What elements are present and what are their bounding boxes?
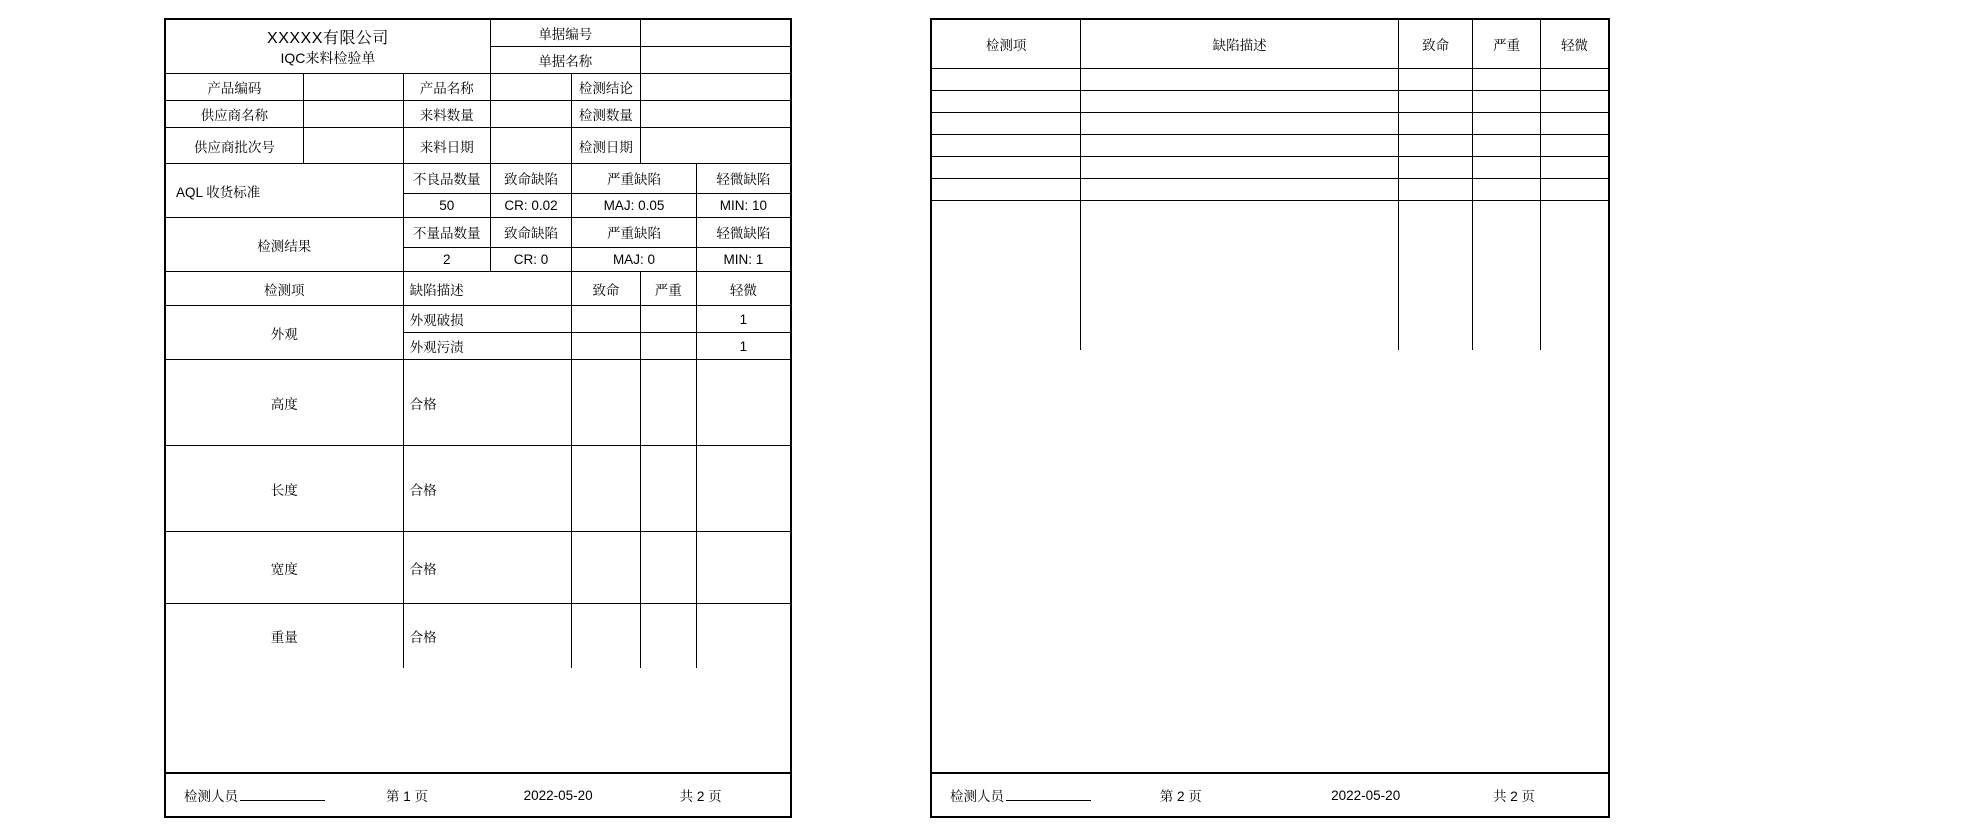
p2-critical-5[interactable] bbox=[1398, 178, 1472, 200]
label-incoming-date: 来料日期 bbox=[403, 128, 490, 164]
field-doc-name[interactable] bbox=[640, 47, 790, 74]
p2-minor-0[interactable] bbox=[1540, 68, 1608, 90]
value-aql-major: MAJ: 0.05 bbox=[572, 193, 697, 217]
table-row bbox=[166, 306, 790, 333]
detail-desc-2: 合格 bbox=[403, 360, 571, 446]
iqc-form-table bbox=[166, 20, 790, 668]
form-title: IQC来料检验单 bbox=[280, 50, 376, 66]
table-row bbox=[166, 604, 790, 668]
detail-minor-2 bbox=[696, 360, 790, 446]
detail-minor-4 bbox=[696, 532, 790, 604]
detail-desc-4: 合格 bbox=[403, 532, 571, 604]
inspector-signature-line-2[interactable] bbox=[1006, 788, 1091, 801]
detail-desc-1: 外观污渍 bbox=[403, 333, 571, 360]
p2-minor-5[interactable] bbox=[1540, 178, 1608, 200]
detail-item-2: 高度 bbox=[166, 360, 403, 446]
label-aql-critical: 致命缺陷 bbox=[490, 164, 571, 194]
label-detail-major: 严重 bbox=[640, 272, 696, 306]
p2-minor-3[interactable] bbox=[1540, 134, 1608, 156]
label-aql-minor: 轻微缺陷 bbox=[696, 164, 790, 194]
detail-major-5 bbox=[640, 604, 696, 668]
field-incoming-qty[interactable] bbox=[490, 101, 571, 128]
p2-major-2[interactable] bbox=[1473, 112, 1541, 134]
value-result-minor: MIN: 1 bbox=[696, 247, 790, 271]
value-result-major: MAJ: 0 bbox=[572, 247, 697, 271]
footer-page-number-2: 第 2 页 bbox=[1159, 789, 1202, 804]
p2-major-6[interactable] bbox=[1473, 200, 1541, 350]
footer-inspector-1 bbox=[166, 785, 368, 805]
detail-minor-0: 1 bbox=[696, 306, 790, 333]
label-aql-defect-qty: 不良品数量 bbox=[403, 164, 490, 194]
company-name: XXXXX有限公司 bbox=[267, 30, 389, 47]
field-product-name[interactable] bbox=[490, 74, 571, 101]
value-aql-defect-qty: 50 bbox=[403, 193, 490, 217]
table-row bbox=[932, 134, 1608, 156]
label-result-major: 严重缺陷 bbox=[572, 218, 697, 248]
footer-date-1: 2022-05-20 bbox=[523, 787, 593, 803]
p2-desc-4[interactable] bbox=[1081, 156, 1399, 178]
field-product-code[interactable] bbox=[303, 74, 403, 101]
value-aql-minor: MIN: 10 bbox=[696, 193, 790, 217]
field-incoming-date[interactable] bbox=[490, 128, 571, 164]
detail-critical-3 bbox=[572, 446, 641, 532]
detail-critical-5 bbox=[572, 604, 641, 668]
label-detail-item-2: 检测项 bbox=[932, 20, 1081, 68]
document-page-2 bbox=[930, 18, 1610, 818]
label-detail-major-2: 严重 bbox=[1473, 20, 1541, 68]
p2-major-3[interactable] bbox=[1473, 134, 1541, 156]
label-aql-major: 严重缺陷 bbox=[572, 164, 697, 194]
label-supplier-batch: 供应商批次号 bbox=[166, 128, 303, 164]
label-detail-critical-2: 致命 bbox=[1398, 20, 1472, 68]
detail-critical-1 bbox=[572, 333, 641, 360]
label-detail-item: 检测项 bbox=[166, 272, 403, 306]
footer-total-pages-1: 共 2 页 bbox=[679, 789, 722, 804]
p2-desc-2[interactable] bbox=[1081, 112, 1399, 134]
value-result-critical: CR: 0 bbox=[490, 247, 571, 271]
detail-major-3 bbox=[640, 446, 696, 532]
table-row bbox=[932, 200, 1608, 350]
label-supplier-name: 供应商名称 bbox=[166, 101, 303, 128]
p2-minor-1[interactable] bbox=[1540, 90, 1608, 112]
p2-desc-1[interactable] bbox=[1081, 90, 1399, 112]
field-supplier-batch[interactable] bbox=[303, 128, 403, 164]
table-row bbox=[932, 68, 1608, 90]
p2-major-5[interactable] bbox=[1473, 178, 1541, 200]
label-inspect-date: 检测日期 bbox=[572, 128, 641, 164]
label-inspect-result: 检测结果 bbox=[166, 218, 403, 272]
aql-header-row bbox=[166, 164, 790, 194]
detail-critical-4 bbox=[572, 532, 641, 604]
page-2-footer bbox=[932, 772, 1608, 816]
p2-major-0[interactable] bbox=[1473, 68, 1541, 90]
detail-major-1 bbox=[640, 333, 696, 360]
detail-header-row-page2 bbox=[932, 20, 1608, 68]
p2-desc-6[interactable] bbox=[1081, 200, 1399, 350]
p2-item-0[interactable] bbox=[932, 68, 1081, 90]
footer-page-number-1: 第 1 页 bbox=[386, 789, 429, 804]
label-result-minor: 轻微缺陷 bbox=[696, 218, 790, 248]
p2-minor-4[interactable] bbox=[1540, 156, 1608, 178]
label-aql-standard: AQL 收货标准 bbox=[166, 164, 403, 218]
footer-inspector-label-1: 检测人员 bbox=[184, 789, 238, 804]
p2-desc-5[interactable] bbox=[1081, 178, 1399, 200]
field-inspect-conclusion[interactable] bbox=[640, 74, 790, 101]
p2-minor-6[interactable] bbox=[1540, 200, 1608, 350]
inspector-signature-line-1[interactable] bbox=[240, 788, 325, 801]
document-page-1 bbox=[164, 18, 792, 818]
iqc-continuation-table bbox=[932, 20, 1608, 350]
page-2-content bbox=[932, 20, 1608, 772]
p2-item-5[interactable] bbox=[932, 178, 1081, 200]
field-doc-no[interactable] bbox=[640, 20, 790, 47]
label-detail-minor-2: 轻微 bbox=[1540, 20, 1608, 68]
detail-header-row bbox=[166, 272, 790, 306]
p2-item-2[interactable] bbox=[932, 112, 1081, 134]
p2-minor-2[interactable] bbox=[1540, 112, 1608, 134]
product-row bbox=[166, 74, 790, 101]
label-detail-minor: 轻微 bbox=[696, 272, 790, 306]
table-row bbox=[932, 156, 1608, 178]
page-1-footer bbox=[166, 772, 790, 816]
table-row bbox=[932, 90, 1608, 112]
p2-item-6[interactable] bbox=[932, 200, 1081, 350]
p2-critical-1[interactable] bbox=[1398, 90, 1472, 112]
label-product-name: 产品名称 bbox=[403, 74, 490, 101]
p2-desc-3[interactable] bbox=[1081, 134, 1399, 156]
value-aql-critical: CR: 0.02 bbox=[490, 193, 571, 217]
page-1-content bbox=[166, 20, 790, 772]
label-result-critical: 致命缺陷 bbox=[490, 218, 571, 248]
footer-total-pages-2: 共 2 页 bbox=[1492, 789, 1535, 804]
p2-major-4[interactable] bbox=[1473, 156, 1541, 178]
p2-desc-0[interactable] bbox=[1081, 68, 1399, 90]
supplier-row bbox=[166, 101, 790, 128]
result-header-row bbox=[166, 218, 790, 248]
footer-inspector-label-2: 检测人员 bbox=[950, 789, 1004, 804]
field-inspect-date[interactable] bbox=[640, 128, 790, 164]
p2-critical-0[interactable] bbox=[1398, 68, 1472, 90]
detail-critical-2 bbox=[572, 360, 641, 446]
value-result-defect-qty: 2 bbox=[403, 247, 490, 271]
detail-major-4 bbox=[640, 532, 696, 604]
p2-major-1[interactable] bbox=[1473, 90, 1541, 112]
table-row bbox=[932, 178, 1608, 200]
label-detail-desc-2: 缺陷描述 bbox=[1081, 20, 1399, 68]
detail-item-5: 重量 bbox=[166, 604, 403, 668]
field-supplier-name[interactable] bbox=[303, 101, 403, 128]
table-row bbox=[166, 532, 790, 604]
p2-item-3[interactable] bbox=[932, 134, 1081, 156]
label-doc-name: 单据名称 bbox=[490, 47, 640, 74]
footer-date-2: 2022-05-20 bbox=[1331, 787, 1401, 803]
detail-desc-5: 合格 bbox=[403, 604, 571, 668]
label-inspect-conclusion: 检测结论 bbox=[572, 74, 641, 101]
batch-row bbox=[166, 128, 790, 164]
detail-minor-3 bbox=[696, 446, 790, 532]
p2-critical-4[interactable] bbox=[1398, 156, 1472, 178]
label-detail-desc: 缺陷描述 bbox=[403, 272, 571, 306]
p2-critical-3[interactable] bbox=[1398, 134, 1472, 156]
detail-desc-3: 合格 bbox=[403, 446, 571, 532]
detail-minor-5 bbox=[696, 604, 790, 668]
detail-item-0: 外观 bbox=[166, 306, 403, 360]
p2-item-1[interactable] bbox=[932, 90, 1081, 112]
label-incoming-qty: 来料数量 bbox=[403, 101, 490, 128]
label-product-code: 产品编码 bbox=[166, 74, 303, 101]
table-row bbox=[932, 112, 1608, 134]
p2-item-4[interactable] bbox=[932, 156, 1081, 178]
detail-minor-1: 1 bbox=[696, 333, 790, 360]
p2-critical-6[interactable] bbox=[1398, 200, 1472, 350]
field-inspect-qty[interactable] bbox=[640, 101, 790, 128]
detail-major-2 bbox=[640, 360, 696, 446]
label-detail-critical: 致命 bbox=[572, 272, 641, 306]
title-row bbox=[166, 20, 790, 47]
table-row bbox=[166, 446, 790, 532]
detail-desc-0: 外观破损 bbox=[403, 306, 571, 333]
footer-inspector-2 bbox=[932, 785, 1142, 805]
detail-item-4: 宽度 bbox=[166, 532, 403, 604]
label-result-defect-qty: 不量品数量 bbox=[403, 218, 490, 248]
label-inspect-qty: 检测数量 bbox=[572, 101, 641, 128]
detail-critical-0 bbox=[572, 306, 641, 333]
table-row bbox=[166, 360, 790, 446]
p2-critical-2[interactable] bbox=[1398, 112, 1472, 134]
label-doc-no: 单据编号 bbox=[490, 20, 640, 47]
form-title-cell bbox=[166, 20, 490, 74]
detail-major-0 bbox=[640, 306, 696, 333]
detail-item-3: 长度 bbox=[166, 446, 403, 532]
